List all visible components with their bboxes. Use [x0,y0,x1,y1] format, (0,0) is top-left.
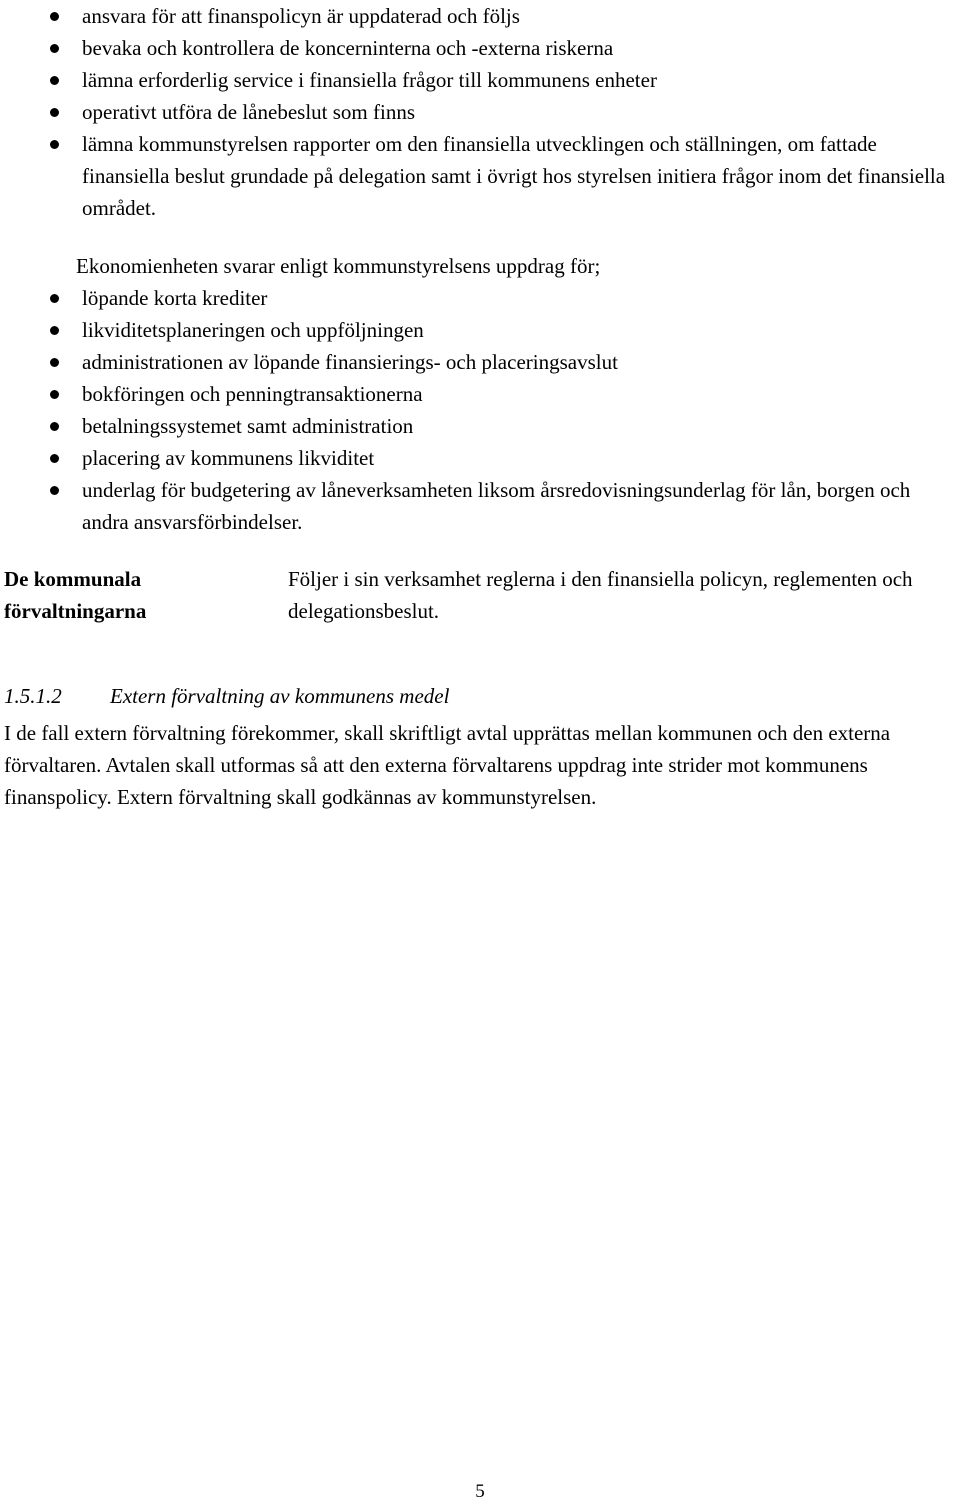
list-item [0,96,955,128]
section-heading [4,680,449,712]
bullet-icon [50,454,59,463]
list-item [0,410,955,442]
section-number: 1.5.1.2 [4,684,62,708]
list-item [0,32,955,64]
bullet-icon [50,326,59,335]
list-item-text: ansvara för att finanspolicyn är uppdaterad och följs [82,4,520,28]
bullet-icon [50,294,59,303]
page-number: 5 [475,1481,485,1502]
list-item-text: underlag för budgetering av låneverksamheten liksom årsredovisningsunderlag för lån, borgen och andra ansvarsförbindelser. [82,478,911,534]
list-item-text: lämna erforderlig service i finansiella frågor till kommunens enheter [82,68,657,92]
list-item [0,128,955,224]
bullet-icon [50,12,59,21]
list-item-text: bevaka och kontrollera de koncerninterna och -externa riskerna [82,36,614,60]
list-item [0,442,955,474]
list-item [0,378,955,410]
list-item [0,0,955,32]
list-item-text: bokföringen och penningtransaktionerna [82,382,423,406]
bullet-icon [50,140,59,149]
list-item-text: administrationen av löpande finansierings- och placeringsavslut [82,350,618,374]
section-body: I de fall extern förvaltning förekommer, skall skriftligt avtal upprättas mellan kommunen och den externa förvaltaren. Avtalen skall utformas så att den externa förvaltarens uppdrag inte strider mot kommunens finanspolicy. Extern förvaltning skall godkännas av kommunstyrelsen. [4,721,891,809]
list-item-text: betalningssystemet samt administration [82,414,414,438]
bullet-icon [50,486,59,495]
intro-paragraph: Ekonomienheten svarar enligt kommunstyrelsens uppdrag för; [76,254,601,278]
list-item-text: löpande korta krediter [82,286,268,310]
list-item [0,346,955,378]
side-heading: De kommunala förvaltningarna [4,567,147,623]
responsibility-list [0,0,955,224]
list-item [0,474,955,538]
bullet-icon [50,422,59,431]
section-title: Extern förvaltning av kommunens medel [110,684,450,708]
bullet-icon [50,390,59,399]
list-item [0,64,955,96]
economy-unit-duties-list [0,282,955,538]
list-item-text: operativt utföra de lånebeslut som finns [82,100,415,124]
list-item-text: placering av kommunens likviditet [82,446,375,470]
list-item-text: likviditetsplaneringen och uppföljningen [82,318,424,342]
bullet-icon [50,44,59,53]
list-item [0,282,955,314]
bullet-icon [50,76,59,85]
list-item [0,314,955,346]
list-item-text: lämna kommunstyrelsen rapporter om den finansiella utvecklingen och ställningen, om fattade finansiella beslut grundade på delegation samt i övrigt hos styrelsen initiera frågor inom det finansiella området. [82,132,946,220]
bullet-icon [50,358,59,367]
bullet-icon [50,108,59,117]
side-text: Följer i sin verksamhet reglerna i den finansiella policyn, reglementen och delegationsbeslut. [288,567,913,623]
